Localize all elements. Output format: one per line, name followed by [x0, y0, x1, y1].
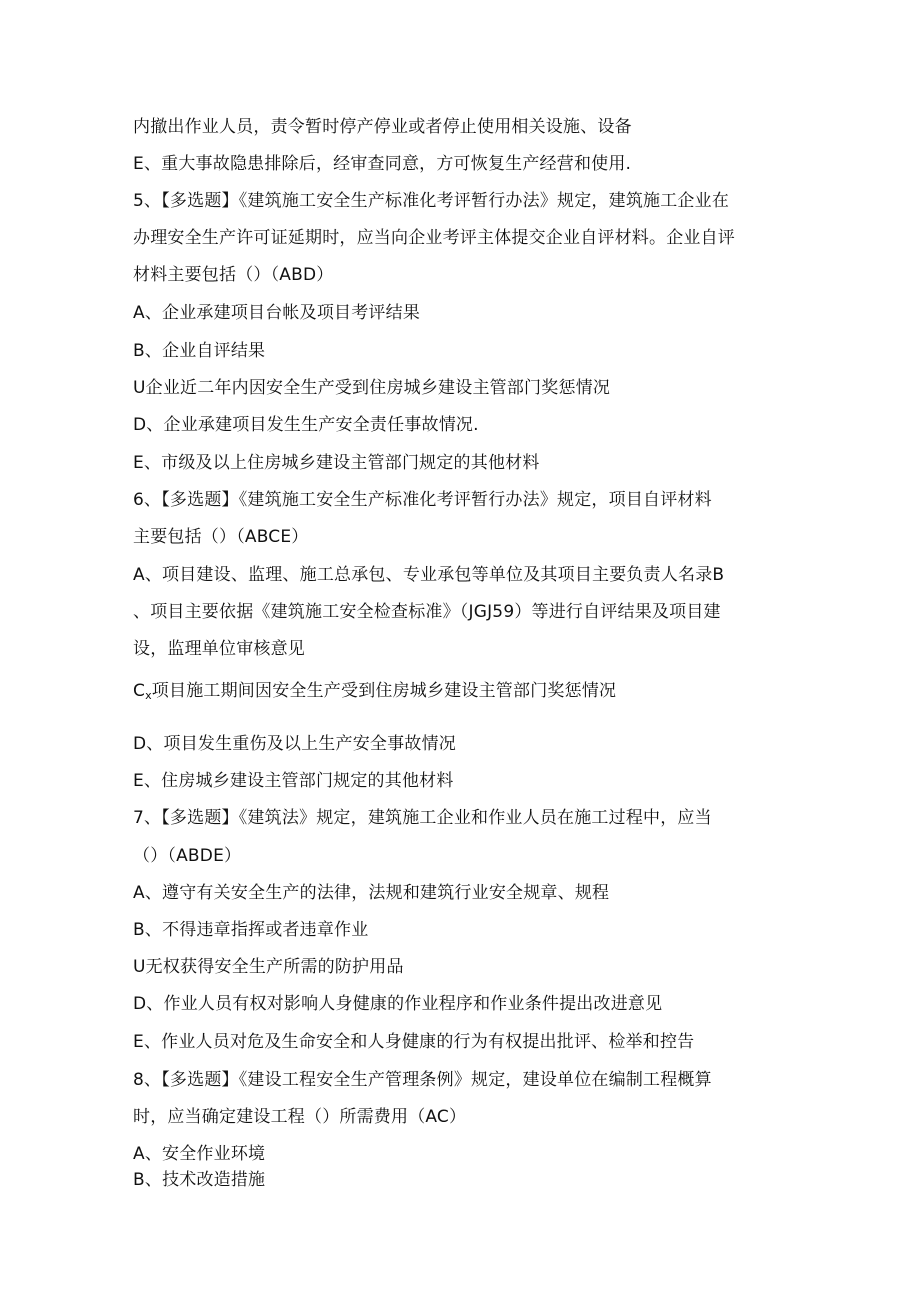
- option-e: E、重大事故隐患排除后，经审查同意，方可恢复生产经营和使用.: [133, 154, 632, 174]
- option-a: A、遵守有关安全生产的法律，法规和建筑行业安全规章、规程: [133, 883, 610, 903]
- text-line: 内撤出作业人员，责令暂时停产停业或者停止使用相关设施、设备: [133, 117, 632, 137]
- text-line: 设，监理单位审核意见: [133, 639, 305, 659]
- text-line: 主要包括（）（ABCE）: [133, 527, 309, 547]
- option-c: U企业近二年内因安全生产受到住房城乡建设主管部门奖惩情况: [133, 378, 611, 398]
- option-c-subscript: x: [145, 689, 152, 702]
- text-line: 材料主要包括（）（ABD）: [133, 265, 334, 285]
- option-e: E、作业人员对危及生命安全和人身健康的行为有权提出批评、检举和控告: [133, 1032, 695, 1052]
- text-line: 办理安全生产许可证延期时，应当向企业考评主体提交企业自评材料。企业自评: [133, 228, 735, 248]
- option-b: B、技术改造措施: [133, 1170, 266, 1190]
- option-e: E、住房城乡建设主管部门规定的其他材料: [133, 771, 454, 791]
- option-c: U无权获得安全生产所需的防护用品: [133, 957, 404, 977]
- option-e: E、市级及以上住房城乡建设主管部门规定的其他材料: [133, 453, 540, 473]
- option-c-text: 项目施工期间因安全生产受到住房城乡建设主管部门奖惩情况: [151, 681, 617, 701]
- text-line: 时，应当确定建设工程（）所需费用（AC）: [133, 1107, 467, 1127]
- option-c-prefix: C: [133, 681, 146, 701]
- option-b: B、企业自评结果: [133, 341, 266, 361]
- option-d: D、作业人员有权对影响人身健康的作业程序和作业条件提出改进意见: [133, 994, 663, 1014]
- option-d: D、项目发生重伤及以上生产安全事故情况: [133, 734, 456, 754]
- option-a: A、项目建设、监理、施工总承包、专业承包等单位及其项目主要负责人名录B: [133, 565, 725, 585]
- question-7: 7、【多选题】《建筑法》规定，建筑施工企业和作业人员在施工过程中，应当: [133, 808, 712, 828]
- option-a: A、企业承建项目台帐及项目考评结果: [133, 303, 421, 323]
- question-8: 8、【多选题】《建设工程安全生产管理条例》规定，建设单位在编制工程概算: [133, 1070, 712, 1090]
- question-5: 5、【多选题】《建筑施工安全生产标准化考评暂行办法》规定，建筑施工企业在: [133, 191, 730, 211]
- option-b: B、不得违章指挥或者违章作业: [133, 920, 369, 940]
- question-6: 6、【多选题】《建筑施工安全生产标准化考评暂行办法》规定，项目自评材料: [133, 490, 712, 510]
- option-a: A、安全作业环境: [133, 1144, 266, 1164]
- text-line: （）（ABDE）: [133, 846, 242, 866]
- option-d: D、企业承建项目发生生产安全责任事故情况.: [133, 415, 479, 435]
- text-line: 、项目主要依据《建筑施工安全检查标准》（JGJ59）等进行自评结果及项目建: [133, 602, 721, 622]
- option-c: [133, 680, 793, 707]
